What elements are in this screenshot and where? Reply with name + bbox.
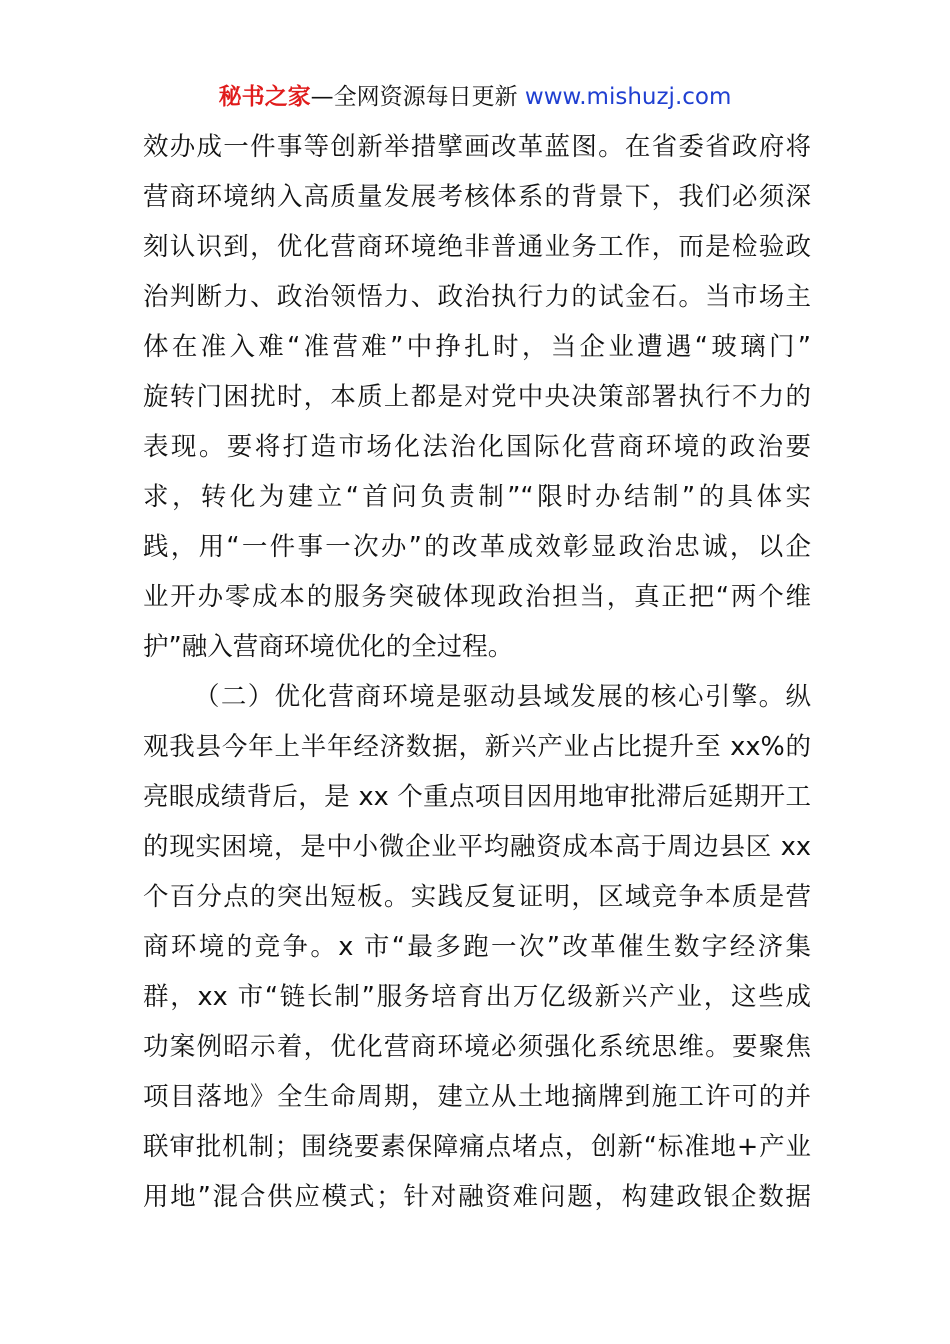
text-line: 项目落地》全生命周期，建立从土地摘牌到施工许可的并 [143, 1082, 811, 1112]
text-line: 亮眼成绩背后，是 xx 个重点项目因用地审批滞后延期开工 [143, 782, 811, 812]
text-line: 群，xx 市“链长制”服务培育出万亿级新兴产业，这些成 [143, 982, 811, 1012]
brand-name: 秘书之家 [218, 84, 311, 110]
text-line: 联审批机制；围绕要素保障痛点堵点，创新“标准地+产业 [143, 1132, 811, 1162]
text-line: 效办成一件事等创新举措擘画改革蓝图。在省委省政府将 [143, 132, 811, 162]
text-line: 求，转化为建立“首问负责制”“限时办结制”的具体实 [143, 482, 811, 512]
header-slogan: —全网资源每日更新 [310, 84, 518, 110]
text-line: 旋转门困扰时，本质上都是对党中央决策部署执行不力的 [143, 382, 811, 412]
text-line: 用地”混合供应模式；针对融资难问题，构建政银企数据 [143, 1182, 811, 1212]
text-line: 体在准入难“准营难”中挣扎时，当企业遭遇“玻璃门” [143, 332, 811, 362]
text-line: 个百分点的突出短板。实践反复证明，区域竞争本质是营 [143, 882, 811, 912]
text-line: 护”融入营商环境优化的全过程。 [143, 632, 514, 662]
document-body [143, 122, 811, 1222]
text-line: 治判断力、政治领悟力、政治执行力的试金石。当市场主 [143, 282, 811, 312]
text-line: 观我县今年上半年经济数据，新兴产业占比提升至 xx%的 [143, 732, 811, 762]
page-header [0, 80, 950, 114]
text-line: 践，用“一件事一次办”的改革成效彰显政治忠诚，以企 [143, 532, 811, 562]
text-line: 表现。要将打造市场化法治化国际化营商环境的政治要 [143, 432, 811, 462]
text-line: 功案例昭示着，优化营商环境必须强化系统思维。要聚焦 [143, 1032, 811, 1062]
text-line: 刻认识到，优化营商环境绝非普通业务工作，而是检验政 [143, 232, 811, 262]
section-heading-line: （二）优化营商环境是驱动县域发展的核心引擎。纵 [194, 682, 811, 712]
text-line: 营商环境纳入高质量发展考核体系的背景下，我们必须深 [143, 182, 811, 212]
text-line: 商环境的竞争。x 市“最多跑一次”改革催生数字经济集 [143, 932, 811, 962]
text-line: 的现实困境，是中小微企业平均融资成本高于周边县区 xx [143, 832, 811, 862]
text-line: 业开办零成本的服务突破体现政治担当，真正把“两个维 [143, 582, 811, 612]
website-link[interactable]: www.mishuzj.com [524, 84, 732, 110]
